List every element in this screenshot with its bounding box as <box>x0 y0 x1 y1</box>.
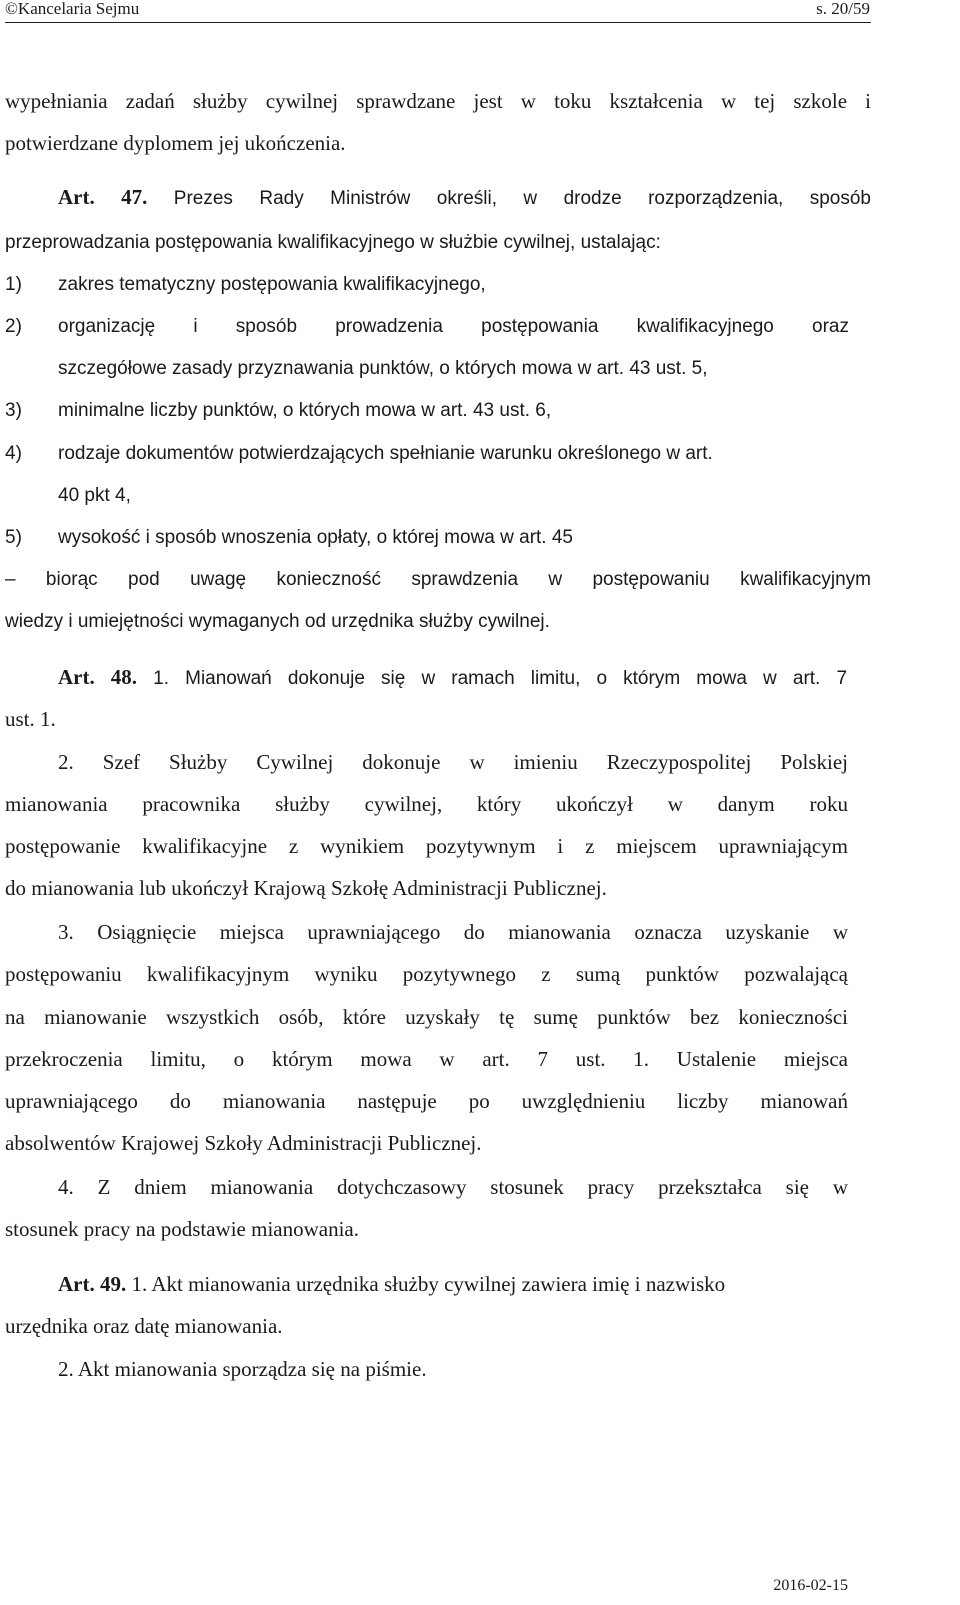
art48-line: ust. 1. <box>5 707 56 731</box>
intro-line: wypełniania zadań służby cywilnej sprawdzane jest w toku kształcenia w tej szkole i <box>5 89 871 113</box>
page-header <box>0 0 960 22</box>
art47-paragraph <box>58 184 871 212</box>
page-number: s. 20/59 <box>816 0 870 18</box>
copyright-text: ©Kancelaria Sejmu <box>5 0 140 18</box>
art48-paragraph: Art. 48. 1. Mianowań dokonuje się w ramach limitu, o którym mowa w art. 7 <box>58 665 848 689</box>
art47-closing: – biorąc pod uwagę konieczność sprawdzenia w postępowaniu kwalifikacyjnym <box>5 569 871 590</box>
list-item-text: minimalne liczby punktów, o których mowa w art. 43 ust. 6, <box>58 400 552 421</box>
art47-line: przeprowadzania postępowania kwalifikacyjnego w służbie cywilnej, ustalając: <box>5 232 661 253</box>
art48-line: do mianowania lub ukończył Krajową Szkołę Administracji Publicznej. <box>5 876 607 900</box>
art49-label: Art. 49. <box>58 1272 127 1296</box>
list-item-text: szczegółowe zasady przyznawania punktów, o których mowa w art. 43 ust. 5, <box>58 358 708 379</box>
intro-line: potwierdzane dyplomem jej ukończenia. <box>5 131 346 155</box>
art48-line: przekroczenia limitu, o którym mowa w art. 7 ust. 1. Ustalenie miejsca <box>5 1047 848 1071</box>
header-divider <box>5 22 871 23</box>
art47-label: Art. 47. <box>58 185 148 209</box>
list-item-text: rodzaje dokumentów potwierdzających spełnianie warunku określonego w art. <box>58 443 713 464</box>
art48-line: mianowania pracownika służby cywilnej, który ukończył w danym roku <box>5 792 848 816</box>
art49-paragraph: Art. 49. 1. Akt mianowania urzędnika służby cywilnej zawiera imię i nazwisko <box>58 1272 726 1296</box>
art48-label: Art. 48. <box>58 665 138 689</box>
art48-line: stosunek pracy na podstawie mianowania. <box>5 1217 359 1241</box>
footer-date: 2016-02-15 <box>773 1577 848 1594</box>
art47-closing: wiedzy i umiejętności wymaganych od urzędnika służby cywilnej. <box>5 611 550 632</box>
art48-line: absolwentów Krajowej Szkoły Administracji Publicznej. <box>5 1131 482 1155</box>
art49-line: urzędnika oraz datę mianowania. <box>5 1314 283 1338</box>
art48-line: 3. Osiągnięcie miejsca uprawniającego do mianowania oznacza uzyskanie w <box>58 920 848 944</box>
list-item-text: organizację i sposób prowadzenia postępowania kwalifikacyjnego oraz <box>58 316 849 337</box>
art48-line: 4. Z dniem mianowania dotychczasowy stosunek pracy przekształca się w <box>58 1175 848 1199</box>
art47-text: Prezes Rady Ministrów określi, w drodze rozporządzenia, sposób <box>173 188 871 209</box>
art48-line: na mianowanie wszystkich osób, które uzyskały tę sumę punktów bez konieczności <box>5 1005 848 1029</box>
art48-line: postępowanie kwalifikacyjne z wynikiem pozytywnym i z miejscem uprawniającym <box>5 834 848 858</box>
art48-line: 2. Szef Służby Cywilnej dokonuje w imieniu Rzeczypospolitej Polskiej <box>58 750 848 774</box>
list-item-text: wysokość i sposób wnoszenia opłaty, o której mowa w art. 45 <box>58 527 573 548</box>
list-item-text: 40 pkt 4, <box>58 485 131 506</box>
art49-line: 2. Akt mianowania sporządza się na piśmie. <box>58 1357 427 1381</box>
list-item-text: zakres tematyczny postępowania kwalifikacyjnego, <box>58 274 486 295</box>
art48-line: postępowaniu kwalifikacyjnym wyniku pozytywnego z sumą punktów pozwalającą <box>5 962 848 986</box>
art48-line: uprawniającego do mianowania następuje po uwzględnieniu liczby mianowań <box>5 1089 848 1113</box>
